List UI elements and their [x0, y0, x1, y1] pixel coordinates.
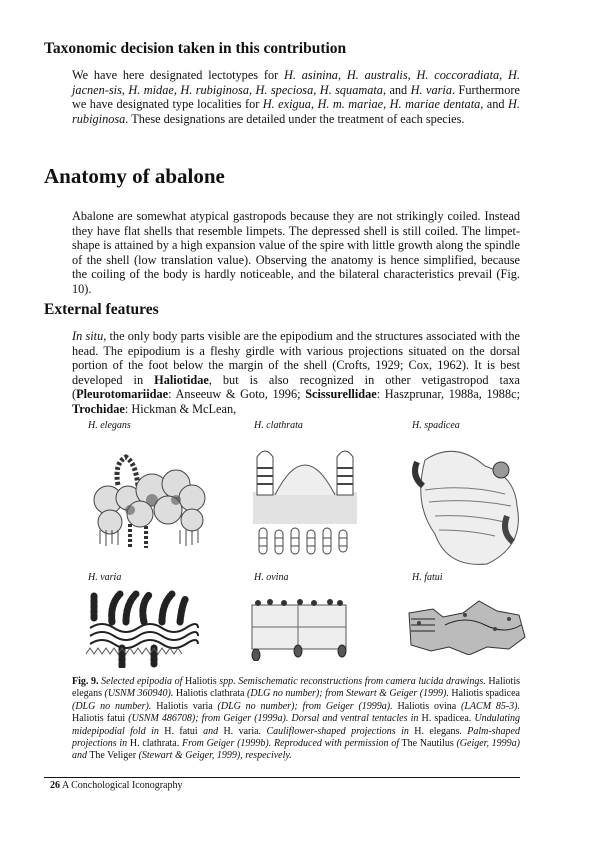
italic-run: H. speciosa	[255, 82, 314, 97]
paragraph-taxonomic	[72, 68, 520, 126]
text-run: H. fatui	[158, 725, 204, 737]
bold-run: Scissurellidae	[305, 387, 377, 402]
panel-label: H. clathrata	[254, 420, 303, 431]
paragraph-external	[72, 329, 520, 417]
italic-run: In situ	[72, 329, 104, 343]
text-run: Abalone are somewhat atypical gastropods because they are not strikingly coiled. Instead they have flat shells that resemble limpets. The depressed shell is still coiled. The limpet-shape is attained by a high expansion value of the spire with little growth along the spindle of the shell (low translation value). Observing the anatomy is hence simplified, because the coiling of the body is hardly noticeable, and the bilateral characteristics prevail (Fig. 10).	[72, 209, 520, 296]
text-run: ,	[499, 68, 509, 82]
italic-run: H. m. mariae	[317, 97, 384, 112]
italic-run: (LACM 85-3).	[461, 700, 521, 712]
italic-run: H. rubiginosa	[72, 97, 520, 126]
illustration-h-elegans	[80, 440, 210, 550]
panel-label: H. varia	[88, 572, 122, 583]
panel-label: H. ovina	[254, 572, 289, 583]
text-run: ,	[249, 82, 256, 97]
italic-run: Cauliflower-shaped projections in	[266, 725, 409, 737]
text-run: H. spadicea.	[418, 713, 475, 725]
text-run: H. varia.	[218, 725, 267, 737]
italic-run: Undulating midepipodial fold in	[72, 713, 520, 737]
panel-label: H. fatui	[412, 572, 443, 583]
paragraph-anatomy	[72, 209, 520, 297]
italic-run: H. varia	[410, 82, 452, 97]
text-run: . Furthermore we have designated type localities for	[72, 82, 520, 112]
italic-run: (Stewart & Geiger, 1999), respecively.	[138, 750, 292, 762]
text-run: : Anseeuw & Goto, 1996;	[168, 387, 306, 402]
bold-run: Haliotidae	[154, 372, 209, 387]
italic-run: Selected epipodia of	[98, 676, 185, 687]
italic-run: spp. Semischematic reconstructions from camera lucida drawings.	[216, 676, 486, 687]
section-heading-taxonomic: Taxonomic decision taken in this contribution	[44, 40, 347, 57]
italic-run: H. midae	[128, 82, 174, 97]
text-run: : Haszprunar, 1988a, 1988c;	[376, 387, 520, 402]
italic-run: Palm-shaped projections in	[72, 725, 520, 750]
italic-run: (DLG no number).	[72, 700, 152, 712]
italic-run: (DLG no number); from Geiger (1999a).	[217, 700, 393, 712]
italic-run: H. rubiginosa	[180, 82, 249, 97]
panel-label: H. spadicea	[412, 420, 460, 431]
text-run: Haliotis elegans	[72, 676, 520, 700]
text-run: We have here designated lectotypes for	[72, 68, 284, 82]
italic-run: and	[203, 725, 219, 737]
text-run: The Veliger	[87, 750, 139, 762]
text-run: Haliotis	[184, 676, 217, 687]
illustration-h-clathrata	[245, 440, 365, 560]
text-run: The Nautilus	[399, 738, 457, 750]
running-title: A Conchological Iconography	[61, 780, 183, 791]
text-run: ,	[313, 82, 320, 97]
panel-label: H. elegans	[88, 420, 131, 431]
illustration-h-spadicea	[405, 440, 530, 565]
italic-run: H. coccoradiata	[416, 68, 500, 82]
text-run: , and	[382, 82, 411, 97]
text-run: , and	[480, 97, 509, 112]
italic-run: H. exigua	[262, 97, 311, 112]
text-run: ,	[121, 82, 129, 97]
text-run: , the only body parts visible are the epipodium and the structures associated with the head. The epipodium is a fleshy girdle with various projections situated on the dorsal portion of the foot below the margin of the shell (Crofts, 1929; Cox, 1962). It is best developed in	[72, 329, 520, 387]
text-run: : Hickman & McLean,	[124, 401, 237, 416]
italic-run: H. australis	[346, 68, 408, 82]
text-run: ,	[337, 68, 347, 82]
italic-run: (Geiger, 1999a) and	[72, 738, 521, 762]
text-run: ,	[173, 82, 181, 97]
illustration-h-varia	[82, 588, 202, 668]
italic-run: (USNM 486708); from Geiger (1999a). Dorsal and ventral tentacles in	[128, 713, 419, 725]
text-run: Haliotis ovina	[392, 700, 462, 712]
text-run: H. elegans.	[408, 725, 468, 737]
text-run: . These designations are detailed under the treatment of each species.	[125, 111, 465, 126]
bold-run: Fig. 9.	[72, 676, 99, 687]
italic-run: From Geiger (1999b). Reproduced with permission of	[181, 738, 399, 750]
text-run: Haliotis varia	[151, 700, 218, 712]
text-run: ,	[407, 68, 417, 82]
illustration-h-fatui	[405, 595, 530, 655]
italic-run: (DLG no number); from Stewart & Geiger (1999).	[247, 688, 449, 700]
italic-run: H. mariae dentata	[389, 97, 481, 112]
illustration-h-ovina	[250, 595, 350, 661]
section-heading-external: External features	[44, 301, 159, 318]
bold-run: Trochidae	[72, 401, 125, 416]
text-run: H. clathrata.	[127, 738, 182, 750]
footer-rule	[44, 777, 520, 778]
figure-caption	[72, 676, 520, 763]
text-run: , but is also recognized in other vetigastropod taxa (	[72, 372, 521, 402]
italic-run: H. jacnen-sis	[72, 68, 520, 97]
text-run: ,	[383, 97, 390, 112]
italic-run: H. asinina	[283, 68, 338, 82]
text-run: Haliotis spadicea	[448, 688, 520, 700]
italic-run: (USNM 360940).	[104, 688, 174, 700]
text-run: Haliotis clathrata	[173, 688, 247, 700]
italic-run: H. squamata	[319, 82, 383, 97]
page-footer	[50, 780, 182, 791]
text-run: Haliotis fatui	[72, 713, 129, 725]
section-heading-anatomy: Anatomy of abalone	[44, 164, 225, 188]
bold-run: Pleurotomariidae	[76, 387, 169, 402]
text-run: ,	[310, 97, 318, 112]
page-number: 26	[50, 780, 60, 791]
